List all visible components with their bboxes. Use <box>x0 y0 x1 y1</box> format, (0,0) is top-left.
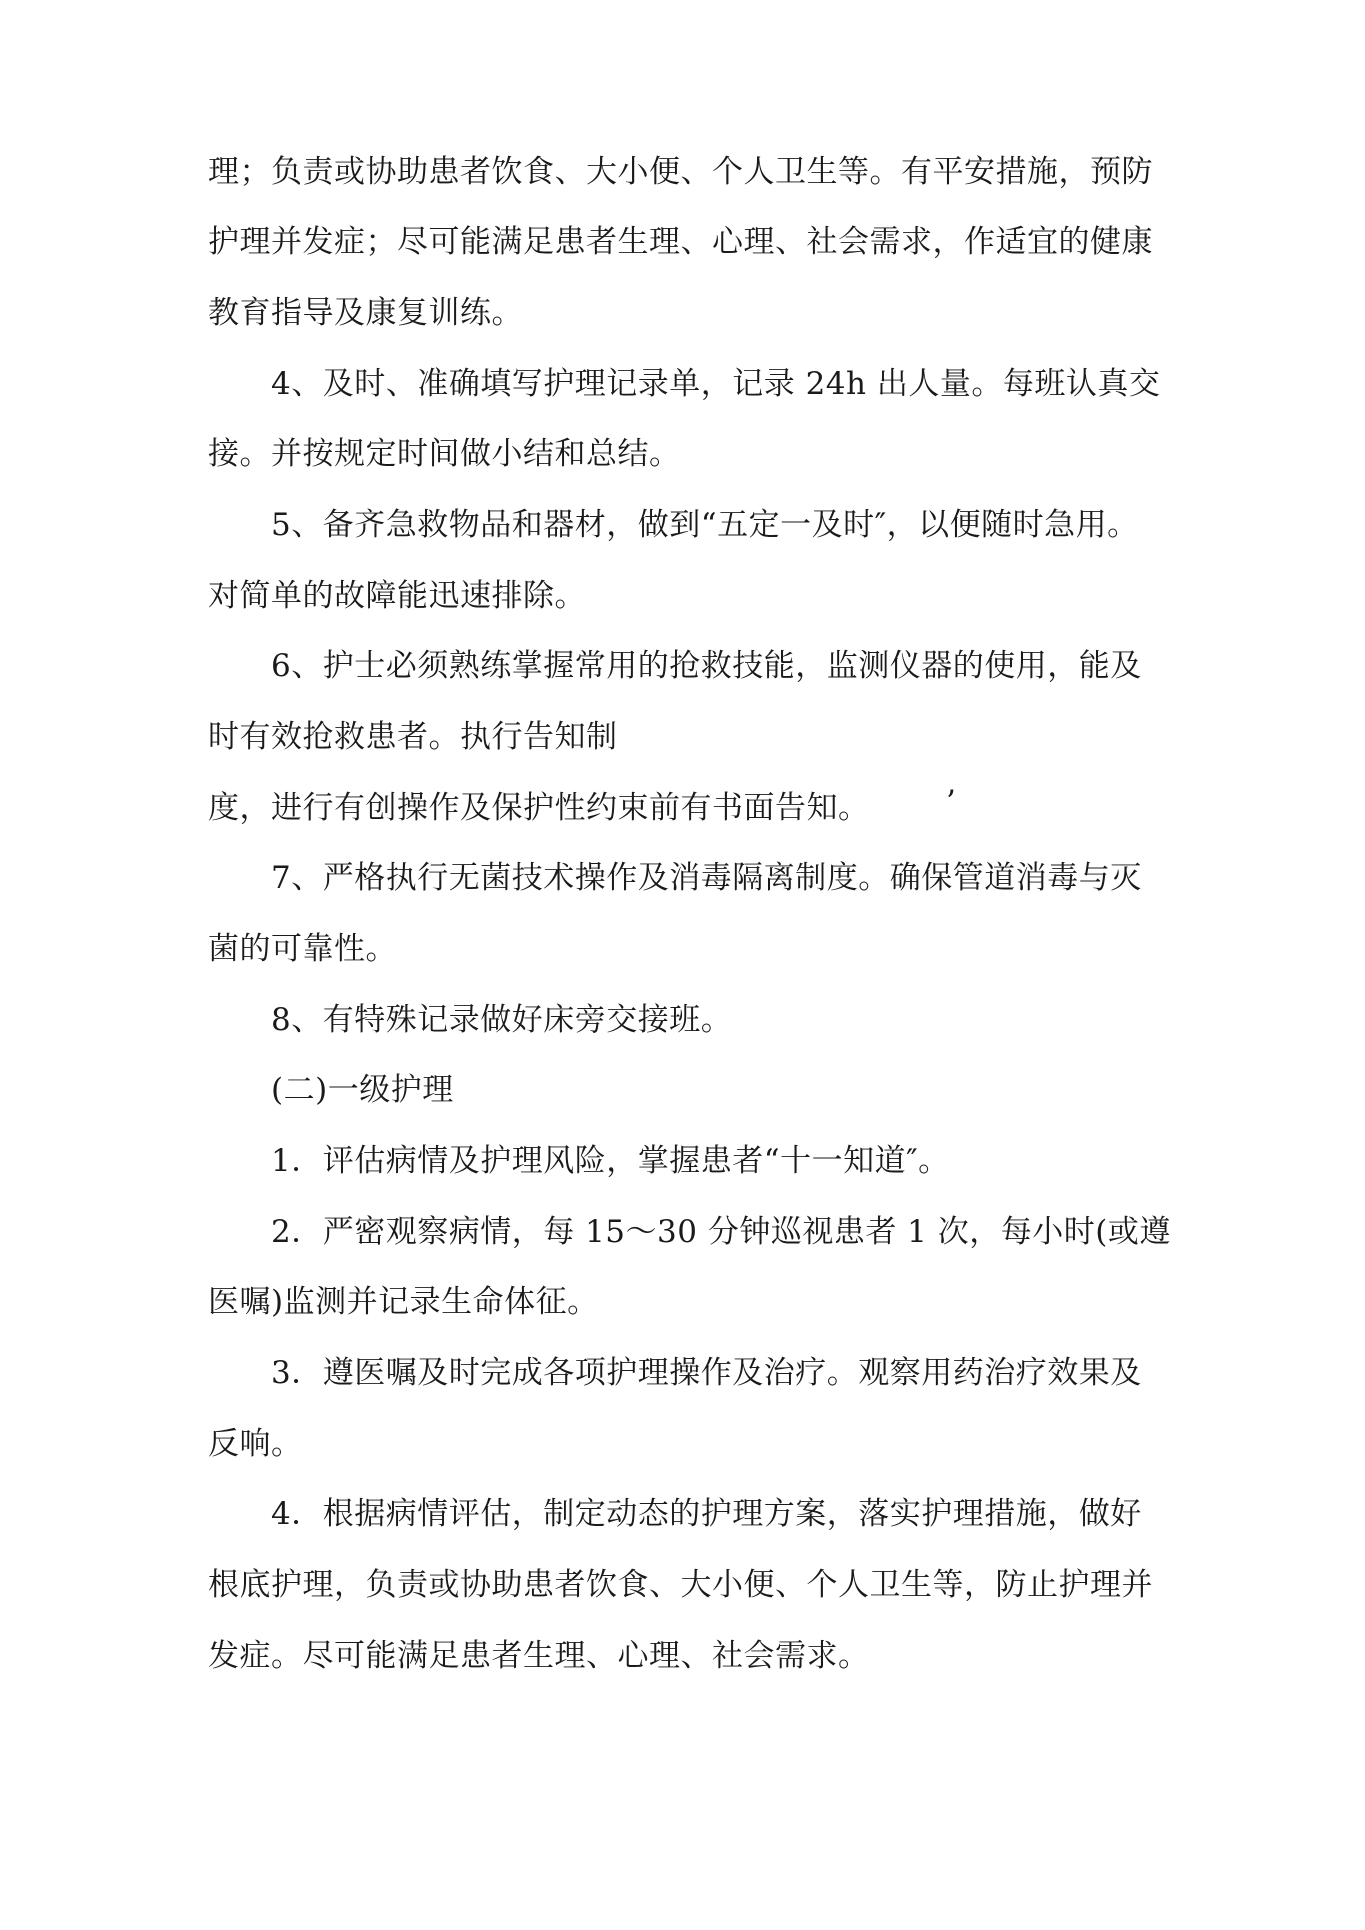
text-line: 8、有特殊记录做好床旁交接班。 <box>271 1002 733 1038</box>
text-line: 理；负责或协助患者饮食、大小便、个人卫生等。有平安措施，预防 <box>208 154 1153 190</box>
text-line: 2．严密观察病情，每 15～30 分钟巡视患者 1 次，每小时(或遵 <box>271 1214 1171 1250</box>
text-line: 护理并发症；尽可能满足患者生理、心理、社会需求，作适宜的健康 <box>208 224 1153 260</box>
text-line: 3．遵医嘱及时完成各项护理操作及治疗。观察用药治疗效果及 <box>271 1355 1142 1391</box>
text-line: 4．根据病情评估，制定动态的护理方案，落实护理措施，做好 <box>271 1496 1142 1532</box>
text-line: 教育指导及康复训练。 <box>208 295 523 331</box>
section-heading: (二)一级护理 <box>271 1072 454 1108</box>
text-line: 4、及时、准确填写护理记录单，记录 24h 出人量。每班认真交 <box>271 366 1161 402</box>
text-line: 发症。尽可能满足患者生理、心理、社会需求。 <box>208 1638 870 1674</box>
text-line: 对简单的故障能迅速排除。 <box>208 578 586 614</box>
text-line: 7、严格执行无菌技术操作及消毒隔离制度。确保管道消毒与灭 <box>271 860 1142 896</box>
text-line: 1．评估病情及护理风险，掌握患者“十一知道″。 <box>271 1143 950 1179</box>
text-line: 5、备齐急救物品和器材，做到“五定一及时″，以便随时急用。 <box>271 507 1139 543</box>
text-line: 接。并按规定时间做小结和总结。 <box>208 436 681 472</box>
text-line: 医嘱)监测并记录生命体征。 <box>208 1284 599 1320</box>
text-line: 根底护理，负责或协助患者饮食、大小便、个人卫生等，防止护理并 <box>208 1567 1153 1603</box>
text-line: 反响。 <box>208 1426 303 1462</box>
stray-mark: ’ <box>946 784 956 820</box>
text-line: 度，进行有创操作及保护性约束前有书面告知。 <box>208 790 870 826</box>
text-line: 菌的可靠性。 <box>208 931 397 967</box>
text-line: 6、护士必须熟练掌握常用的抢救技能，监测仪器的使用，能及 <box>271 648 1142 684</box>
text-line: 时有效抢救患者。执行告知制 <box>208 719 618 755</box>
